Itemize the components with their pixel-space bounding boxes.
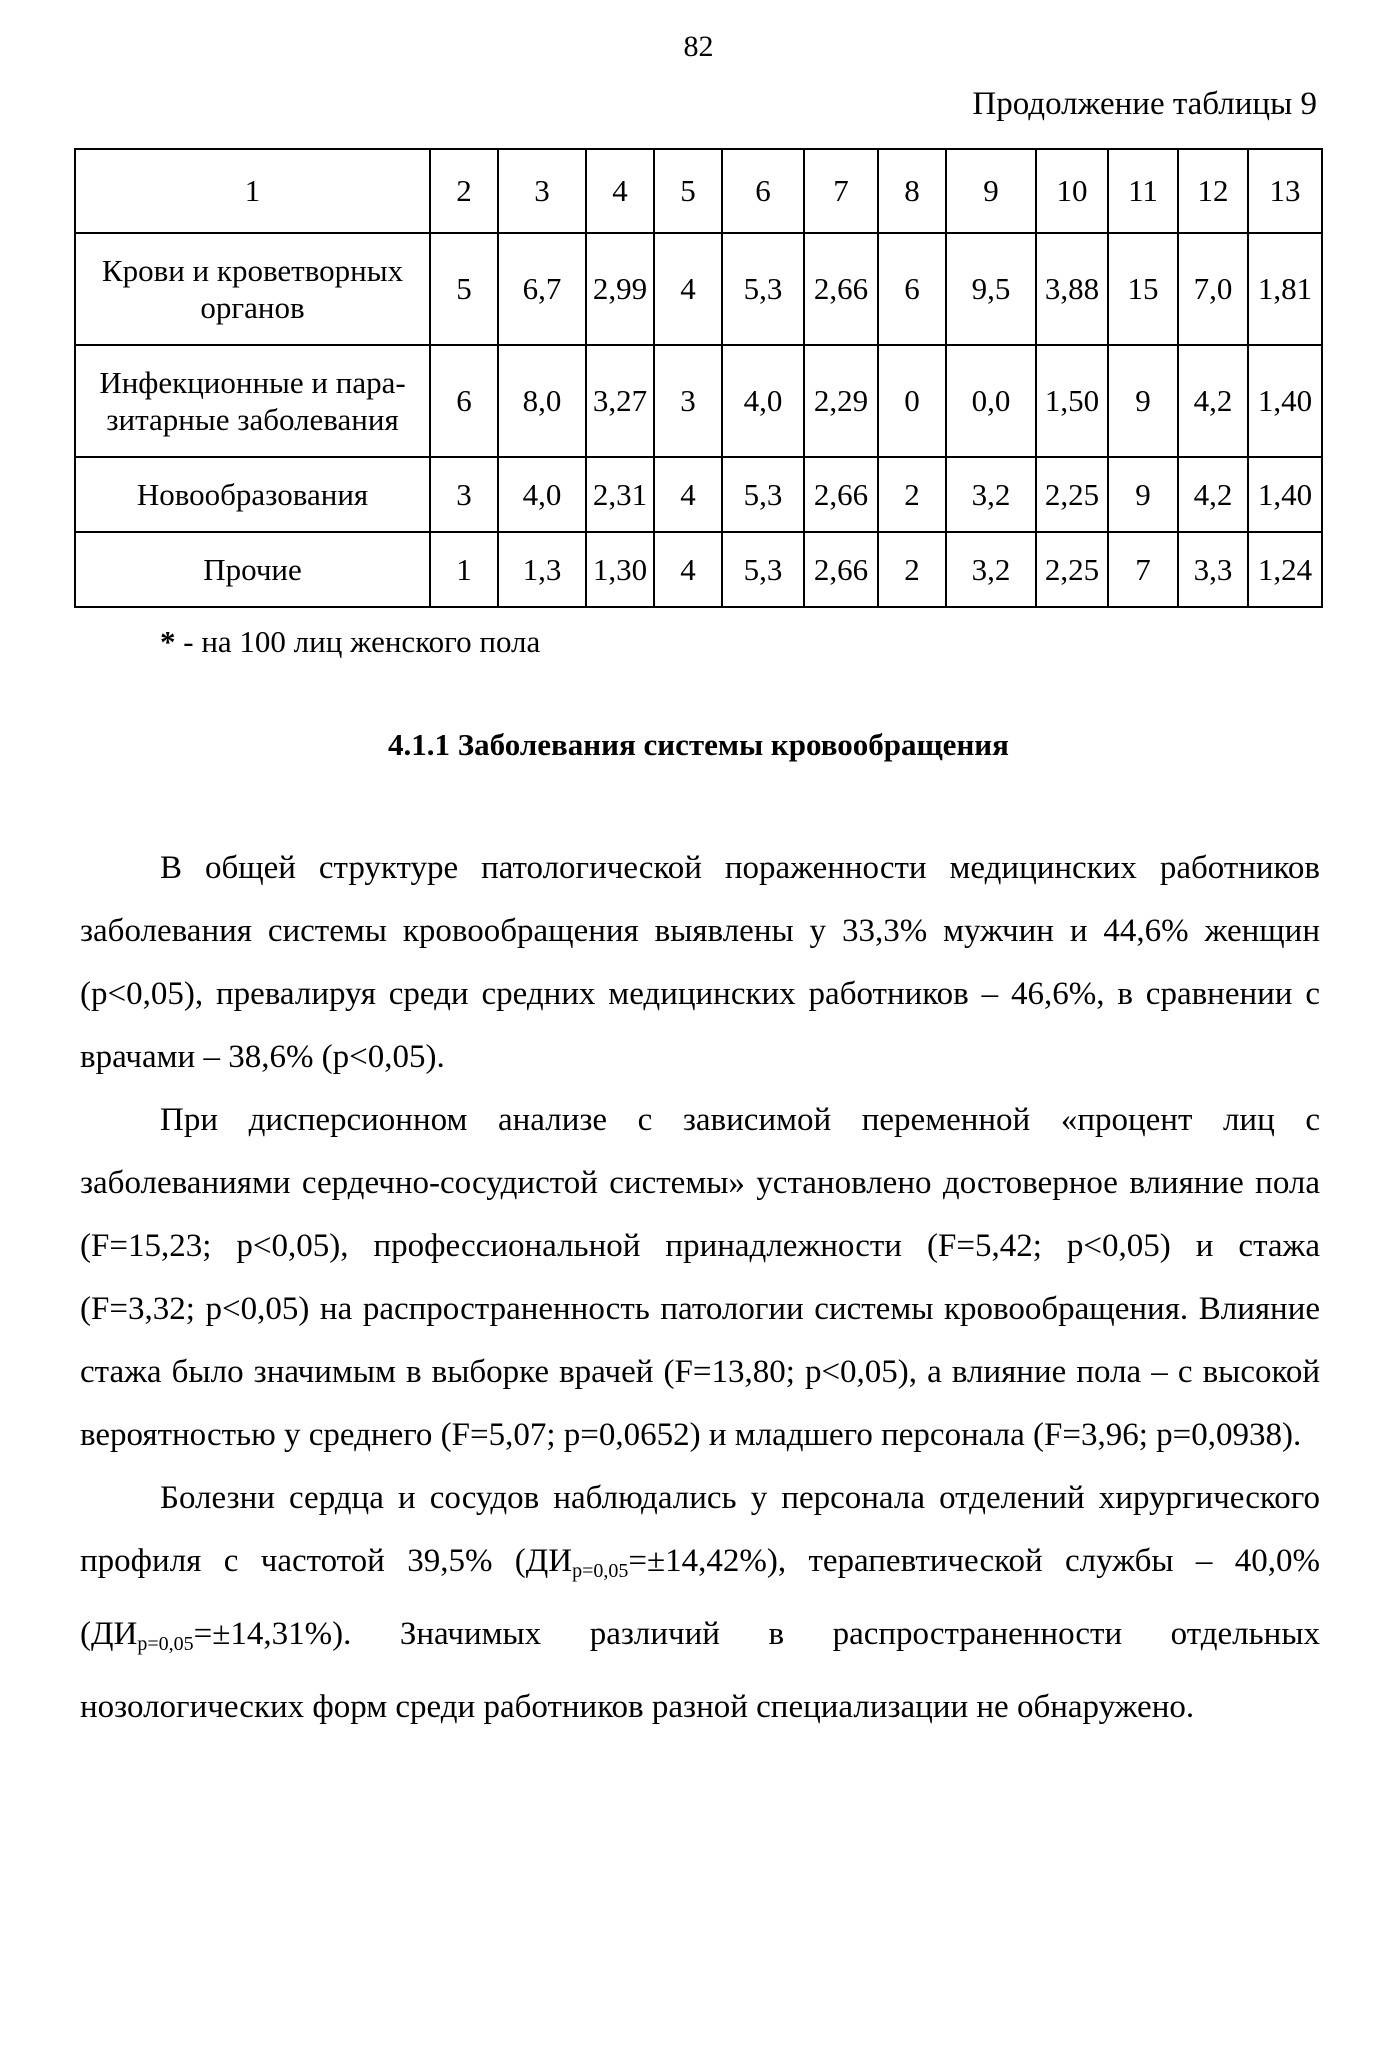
table-cell: 2,66 bbox=[804, 532, 878, 607]
table-row bbox=[75, 233, 1322, 345]
table-cell: 1,30 bbox=[586, 532, 654, 607]
row-label: Прочие bbox=[75, 532, 430, 607]
table-cell: 3,2 bbox=[946, 457, 1036, 532]
table-row bbox=[75, 532, 1322, 607]
table-cell: 2,25 bbox=[1036, 532, 1108, 607]
paragraph-text: =±14,31%). Значимых различий в распространенности отдельных нозологических форм среди работников разной специализации не обнаружено. bbox=[80, 1616, 1320, 1725]
table-cell: 2,66 bbox=[804, 457, 878, 532]
table-cell: 1,81 bbox=[1248, 233, 1322, 345]
header-cell: 8 bbox=[878, 149, 946, 233]
table-cell: 2 bbox=[878, 532, 946, 607]
section-title: 4.1.1 Заболевания системы кровообращения bbox=[388, 727, 1009, 762]
table-cell: 4,2 bbox=[1178, 345, 1248, 457]
row-label bbox=[75, 345, 430, 457]
header-cell: 2 bbox=[430, 149, 498, 233]
table-cell: 3,2 bbox=[946, 532, 1036, 607]
table-row bbox=[75, 345, 1322, 457]
header-cell: 3 bbox=[498, 149, 586, 233]
table-row bbox=[75, 457, 1322, 532]
table-cell: 2,29 bbox=[804, 345, 878, 457]
table-cell: 4 bbox=[654, 532, 722, 607]
table-cell: 4 bbox=[654, 233, 722, 345]
table-cell: 5,3 bbox=[722, 457, 804, 532]
header-cell: 13 bbox=[1248, 149, 1322, 233]
footnote-text: - на 100 лиц женского пола bbox=[175, 624, 541, 659]
table-cell: 2,66 bbox=[804, 233, 878, 345]
table-cell: 8,0 bbox=[498, 345, 586, 457]
table-cell: 1,24 bbox=[1248, 532, 1322, 607]
page-number: 82 bbox=[683, 30, 714, 63]
table-cell: 2 bbox=[878, 457, 946, 532]
table-cell: 7 bbox=[1108, 532, 1178, 607]
header-cell: 11 bbox=[1108, 149, 1178, 233]
table-cell: 5,3 bbox=[722, 233, 804, 345]
footnote-marker: * bbox=[160, 624, 176, 659]
row-label: Новообразования bbox=[75, 457, 430, 532]
data-table bbox=[74, 148, 1323, 608]
table-cell: 0 bbox=[878, 345, 946, 457]
paragraph-text: Болезни сердца и сосудов наблюдались у персонала отделений хирургического профиля с частотой 39,5% (ДИ bbox=[80, 1480, 1320, 1579]
paragraph-text: =±14,42%), терапевтической службы – 40,0% (ДИ bbox=[80, 1543, 1321, 1652]
table-cell: 9 bbox=[1108, 457, 1178, 532]
table-cell: 6,7 bbox=[498, 233, 586, 345]
table-cell: 3,27 bbox=[586, 345, 654, 457]
row-label-line: зитарные заболевания bbox=[106, 402, 399, 437]
body-text bbox=[80, 837, 1320, 1739]
table-cell: 3 bbox=[654, 345, 722, 457]
header-cell: 5 bbox=[654, 149, 722, 233]
table-cell: 2,99 bbox=[586, 233, 654, 345]
table-cell: 2,31 bbox=[586, 457, 654, 532]
table-cell: 1 bbox=[430, 532, 498, 607]
table-cell: 9 bbox=[1108, 345, 1178, 457]
table-cell: 5 bbox=[430, 233, 498, 345]
table-caption: Продолжение таблицы 9 bbox=[972, 86, 1317, 122]
table-cell: 1,40 bbox=[1248, 457, 1322, 532]
table-footnote bbox=[160, 624, 540, 660]
table-header-row bbox=[75, 149, 1322, 233]
paragraph: При дисперсионном анализе с зависимой переменной «процент лиц с заболеваниями сердечно-сосудистой системы» установлено достоверное влияние пола (F=15,23; р<0,05), профессиональной принадлежности (F=5,42; р<0,05) и стажа (F=3,32; р<0,05) на распространенность патологии системы кровообращения. Влияние стажа было значимым в выборке врачей (F=13,80; р<0,05), а влияние пола – с высокой вероятностью у среднего (F=5,07; р=0,0652) и младшего персонала (F=3,96; р=0,0938). bbox=[80, 1102, 1320, 1453]
header-cell: 9 bbox=[946, 149, 1036, 233]
ci-subscript: р=0,05 bbox=[572, 1560, 629, 1582]
paragraph bbox=[80, 1467, 1320, 1739]
row-label-line: Инфекционные и пара- bbox=[99, 364, 406, 400]
table-cell: 1,40 bbox=[1248, 345, 1322, 457]
paragraph: В общей структуре патологической пораженности медицинских работников заболевания системы кровообращения выявлены у 33,3% мужчин и 44,6% женщин (р<0,05), превалируя среди средних медицинских работников – 46,6%, в сравнении с врачами – 38,6% (р<0,05). bbox=[80, 850, 1320, 1075]
table-cell: 6 bbox=[430, 345, 498, 457]
header-cell: 12 bbox=[1178, 149, 1248, 233]
row-label: Крови и кроветворных органов bbox=[75, 233, 430, 345]
table-cell: 9,5 bbox=[946, 233, 1036, 345]
header-cell: 4 bbox=[586, 149, 654, 233]
ci-subscript: р=0,05 bbox=[137, 1633, 194, 1655]
table-cell: 0,0 bbox=[946, 345, 1036, 457]
header-cell: 7 bbox=[804, 149, 878, 233]
table-cell: 4,0 bbox=[722, 345, 804, 457]
table-cell: 1,3 bbox=[498, 532, 586, 607]
table-cell: 3 bbox=[430, 457, 498, 532]
table-cell: 3,88 bbox=[1036, 233, 1108, 345]
header-cell: 1 bbox=[75, 149, 430, 233]
table-cell: 4 bbox=[654, 457, 722, 532]
table-cell: 4,2 bbox=[1178, 457, 1248, 532]
table-cell: 5,3 bbox=[722, 532, 804, 607]
table-cell: 6 bbox=[878, 233, 946, 345]
table-cell: 15 bbox=[1108, 233, 1178, 345]
table-cell: 1,50 bbox=[1036, 345, 1108, 457]
table-cell: 4,0 bbox=[498, 457, 586, 532]
table-cell: 3,3 bbox=[1178, 532, 1248, 607]
header-cell: 10 bbox=[1036, 149, 1108, 233]
header-cell: 6 bbox=[722, 149, 804, 233]
table-cell: 7,0 bbox=[1178, 233, 1248, 345]
table-cell: 2,25 bbox=[1036, 457, 1108, 532]
